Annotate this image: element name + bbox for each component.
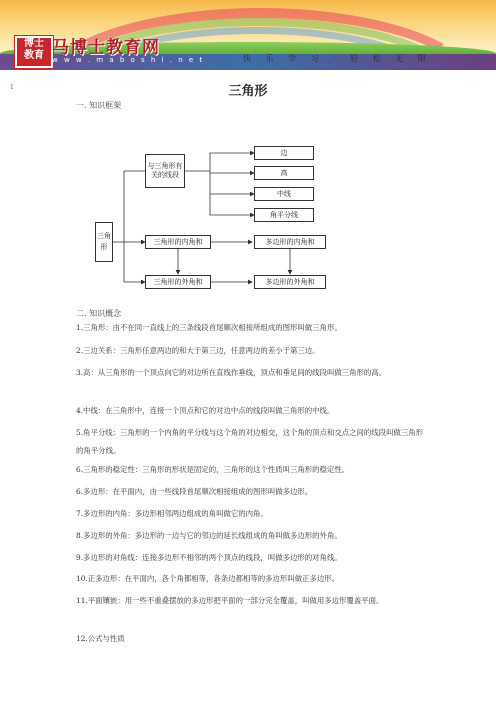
concept-paragraph: 10.正多边形：在平面内，各个角都相等，各条边都相等的多边形叫做正多边形。 — [76, 574, 340, 583]
site-url[interactable]: w w w . m a b o s h i . n e t — [52, 56, 205, 64]
section-heading-concepts: 二. 知识概念 — [76, 309, 122, 318]
concept-paragraph: 1.三角形：由不在同一直线上的三条线段首尾顺次相接所组成的图形叫做三角形。 — [76, 323, 342, 332]
node-edge: 边 — [254, 146, 314, 160]
node-angle-bisector: 角平分线 — [254, 208, 314, 222]
concept-paragraph: 4.中线：在三角形中，连接一个顶点和它的对边中点的线段叫做三角形的中线。 — [76, 406, 335, 415]
concept-paragraph: 12.公式与性质 — [76, 634, 125, 643]
concept-paragraph: 8.多边形的外角：多边形的一边与它的邻边的延长线组成的角叫做多边形的外角。 — [76, 531, 342, 540]
node-polygon-interior-sum: 多边形的内角和 — [254, 235, 326, 249]
section-heading-framework: 一. 知识框架 — [76, 101, 122, 110]
node-related-segments: 与三角形有关的线段 — [145, 154, 185, 188]
node-triangle-interior-sum: 三角形的内角和 — [145, 235, 211, 249]
node-triangle-exterior-sum: 三角形的外角和 — [145, 275, 211, 289]
site-name[interactable]: 马博士教育网 — [52, 38, 160, 58]
node-median: 中线 — [254, 187, 314, 201]
concept-paragraph: 6.三角形的稳定性：三角形的形状是固定的，三角形的这个性质叫三角形的稳定性。 — [76, 465, 350, 474]
knowledge-framework-diagram — [0, 0, 496, 300]
concept-paragraph: 7.多边形的内角：多边形相邻两边组成的角叫做它的内角。 — [76, 509, 268, 518]
concept-paragraph: 6.多边形：在平面内，由一些线段首尾顺次相接组成的图形叫做多边形。 — [76, 487, 313, 496]
concept-paragraph: 9.多边形的对角线：连接多边形不相邻的两个顶点的线段，叫做多边形的对角线。 — [76, 553, 342, 562]
site-slogan: 快 乐 学 习 · 轻 松 无 限 — [243, 54, 432, 63]
page-title: 三角形 — [228, 84, 268, 99]
logo-seal[interactable]: 博士 教育 — [15, 36, 53, 68]
corner-mark: 1 — [10, 84, 14, 91]
concept-paragraph: 3.高：从三角形的一个顶点向它的对边所在直线作垂线，顶点和垂足间的线段叫做三角形的高。 — [76, 368, 387, 377]
node-height: 高 — [254, 166, 314, 180]
node-polygon-exterior-sum: 多边形的外角和 — [254, 275, 326, 289]
node-triangle-root: 三角形 — [95, 222, 113, 262]
concept-paragraph: 2.三边关系：三角形任意两边的和大于第三边，任意两边的差小于第三边。 — [76, 346, 320, 355]
diagram-connectors — [0, 0, 496, 300]
concept-paragraph: 5.角平分线：三角形的一个内角的平分线与这个角的对边相交，这个角的顶点和交点之间的线段叫做三角形的角平分线。 — [76, 428, 424, 455]
concept-paragraph: 11.平面镶嵌：用一些不重叠摆放的多边形把平面的一部分完全覆盖，叫做用多边形覆盖平面。 — [76, 596, 384, 605]
